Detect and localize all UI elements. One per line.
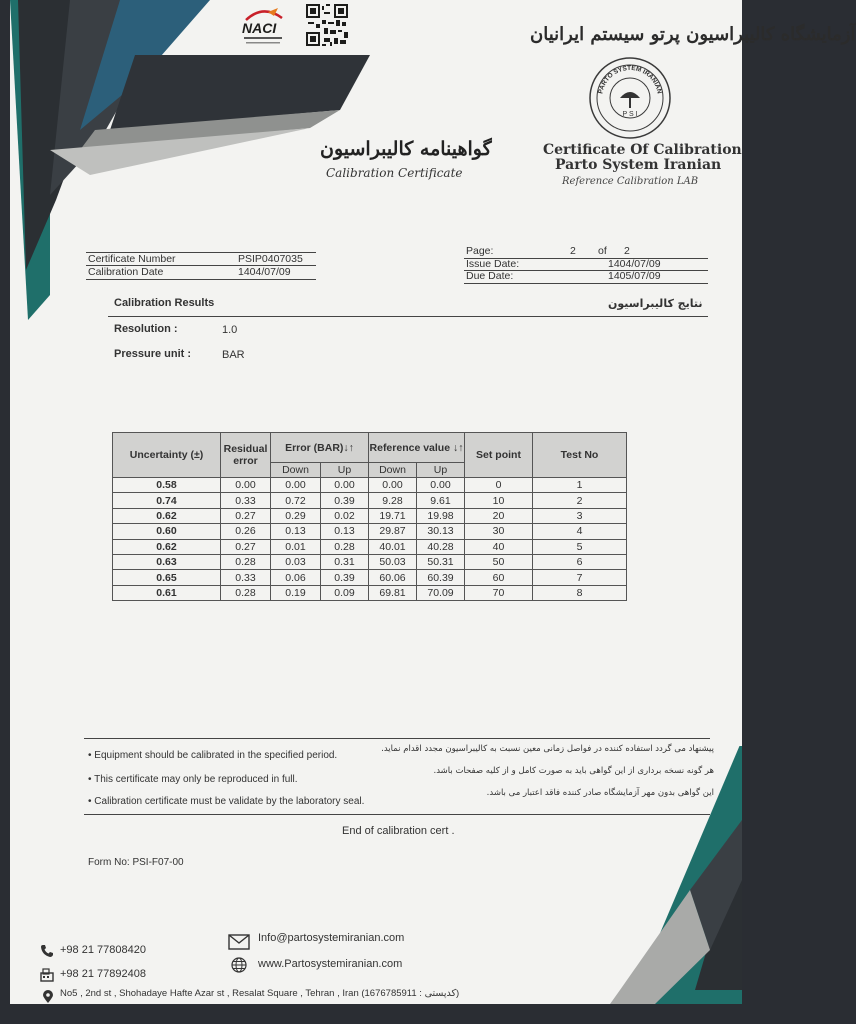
table-cell: 30.13 bbox=[417, 524, 465, 539]
results-title-persian: نتایج کالیبراسیون bbox=[608, 297, 703, 310]
note-en-2: • This certificate may only be reproduced in full. bbox=[88, 774, 298, 785]
certificate-of-calibration-label: Certificate Of Calibration bbox=[543, 142, 742, 158]
table-cell: 0.26 bbox=[221, 524, 271, 539]
results-divider bbox=[108, 316, 708, 317]
note-fa-1: پیشنهاد می گردد استفاده کننده در فواصل زمانی معین نسبت به کالیبراسیون مجدد اقدام نماید. bbox=[381, 744, 714, 754]
table-cell: 70.09 bbox=[417, 585, 465, 600]
phone-number-2: +98 21 77892408 bbox=[60, 968, 146, 980]
header-residual-error: Residual error bbox=[221, 433, 271, 478]
table-cell: 0.65 bbox=[113, 570, 221, 585]
certificate-page bbox=[10, 0, 856, 1004]
resolution-value: 1.0 bbox=[222, 324, 238, 336]
cert-number-label: Certificate Number bbox=[88, 253, 176, 265]
header-set-point: Set point bbox=[465, 433, 533, 478]
header-error-up: Up bbox=[321, 463, 369, 478]
table-cell: 0.00 bbox=[221, 478, 271, 493]
table-cell: 0.74 bbox=[113, 493, 221, 508]
table-cell: 50 bbox=[465, 554, 533, 569]
certificate-title: Calibration Certificate bbox=[326, 166, 463, 180]
table-cell: 0.39 bbox=[321, 493, 369, 508]
table-cell: 9.61 bbox=[417, 493, 465, 508]
page-of: of bbox=[598, 245, 607, 257]
table-cell: 50.03 bbox=[369, 554, 417, 569]
table-cell: 50.31 bbox=[417, 554, 465, 569]
page-current: 2 bbox=[570, 245, 576, 257]
table-cell: 5 bbox=[533, 539, 627, 554]
cert-number-value: PSIP0407035 bbox=[238, 253, 303, 265]
table-cell: 0.00 bbox=[271, 478, 321, 493]
note-en-3: • Calibration certificate must be validate by the laboratory seal. bbox=[88, 796, 365, 807]
divider bbox=[86, 252, 316, 253]
note-en-1: • Equipment should be calibrated in the specified period. bbox=[88, 750, 338, 761]
table-cell: 10 bbox=[465, 493, 533, 508]
table-cell: 8 bbox=[533, 585, 627, 600]
table-cell: 0.33 bbox=[221, 493, 271, 508]
table-cell: 0.29 bbox=[271, 508, 321, 523]
table-row bbox=[113, 554, 627, 569]
table-cell: 0.28 bbox=[321, 539, 369, 554]
seal-initials: P S I bbox=[622, 111, 638, 118]
address: No5 , 2nd st , Shohadaye Hafte Azar st , Resalat Square , Tehran , Iran (1676785911 : کدپستی) bbox=[60, 988, 460, 999]
laboratory-seal bbox=[588, 56, 672, 140]
email-icon bbox=[228, 934, 250, 950]
table-cell: 0.63 bbox=[113, 554, 221, 569]
table-row bbox=[113, 585, 627, 600]
table-cell: 29.87 bbox=[369, 524, 417, 539]
table-cell: 4 bbox=[533, 524, 627, 539]
header-error: Error (BAR)↓↑ bbox=[271, 433, 369, 463]
divider bbox=[464, 283, 708, 284]
table-cell: 0.00 bbox=[417, 478, 465, 493]
table-cell: 0.31 bbox=[321, 554, 369, 569]
table-cell: 0.58 bbox=[113, 478, 221, 493]
decorative-stripes-bottom bbox=[570, 740, 742, 1004]
header-test-no: Test No bbox=[533, 433, 627, 478]
globe-icon bbox=[231, 957, 247, 973]
table-row bbox=[113, 508, 627, 523]
table-cell: 40.01 bbox=[369, 539, 417, 554]
due-date-label: Due Date: bbox=[466, 270, 514, 282]
table-cell: 60 bbox=[465, 570, 533, 585]
pressure-unit-label: Pressure unit : bbox=[114, 348, 192, 360]
table-cell: 0.03 bbox=[271, 554, 321, 569]
header-uncertainty: Uncertainty (±) bbox=[113, 433, 221, 478]
table-row bbox=[113, 478, 627, 493]
company-name: Parto System Iranian bbox=[555, 157, 722, 173]
cal-date-value: 1404/07/09 bbox=[238, 266, 291, 278]
resolution-label: Resolution : bbox=[114, 323, 178, 335]
table-cell: 0.39 bbox=[321, 570, 369, 585]
reference-lab-label: Reference Calibration LAB bbox=[562, 176, 699, 187]
cal-date-label: Calibration Date bbox=[88, 266, 164, 278]
location-pin-icon bbox=[42, 990, 54, 1004]
table-cell: 0.19 bbox=[271, 585, 321, 600]
table-cell: 0.09 bbox=[321, 585, 369, 600]
page-total: 2 bbox=[624, 245, 630, 257]
table-cell: 7 bbox=[533, 570, 627, 585]
issue-date-label: Issue Date: bbox=[466, 258, 520, 270]
header-error-down: Down bbox=[271, 463, 321, 478]
table-cell: 0.61 bbox=[113, 585, 221, 600]
table-cell: 0.06 bbox=[271, 570, 321, 585]
end-of-cert-label: End of calibration cert . bbox=[342, 825, 455, 837]
table-cell: 1 bbox=[533, 478, 627, 493]
table-cell: 0.27 bbox=[221, 508, 271, 523]
table-cell: 0.02 bbox=[321, 508, 369, 523]
due-date-value: 1405/07/09 bbox=[608, 270, 661, 282]
header-reference-value: Reference value ↓↑ bbox=[369, 433, 465, 463]
table-cell: 40 bbox=[465, 539, 533, 554]
seal-text: PARTO SYSTEM IRANIAN bbox=[597, 64, 663, 95]
phone-icon bbox=[40, 944, 54, 958]
table-cell: 9.28 bbox=[369, 493, 417, 508]
issue-date-value: 1404/07/09 bbox=[608, 258, 661, 270]
divider bbox=[86, 279, 316, 280]
table-row bbox=[113, 524, 627, 539]
table-cell: 0.72 bbox=[271, 493, 321, 508]
table-cell: 0.62 bbox=[113, 508, 221, 523]
notes-divider-bottom bbox=[84, 814, 710, 815]
table-cell: 0.27 bbox=[221, 539, 271, 554]
table-cell: 6 bbox=[533, 554, 627, 569]
table-row bbox=[113, 493, 627, 508]
form-number: Form No: PSI-F07-00 bbox=[88, 857, 184, 868]
table-cell: 20 bbox=[465, 508, 533, 523]
table-cell: 0.28 bbox=[221, 554, 271, 569]
table-row bbox=[113, 539, 627, 554]
table-cell: 3 bbox=[533, 508, 627, 523]
page-label: Page: bbox=[466, 245, 494, 257]
table-cell: 2 bbox=[533, 493, 627, 508]
certificate-title-persian: گواهینامه کالیبراسیون bbox=[320, 138, 492, 160]
table-cell: 19.98 bbox=[417, 508, 465, 523]
table-cell: 0.01 bbox=[271, 539, 321, 554]
table-cell: 0.60 bbox=[113, 524, 221, 539]
naci-logo-text: NACI bbox=[242, 20, 277, 36]
table-cell: 30 bbox=[465, 524, 533, 539]
table-cell: 69.81 bbox=[369, 585, 417, 600]
table-cell: 0.13 bbox=[271, 524, 321, 539]
phone-number-1: +98 21 77808420 bbox=[60, 944, 146, 956]
table-cell: 0.00 bbox=[369, 478, 417, 493]
note-fa-2: هر گونه نسخه برداری از این گواهی باید به صورت کامل و از کلیه صفحات باشد. bbox=[433, 766, 714, 776]
table-cell: 0.62 bbox=[113, 539, 221, 554]
table-cell: 0.00 bbox=[321, 478, 369, 493]
email-link[interactable]: Info@partosystemiranian.com bbox=[258, 932, 405, 944]
results-title: Calibration Results bbox=[114, 297, 215, 309]
table-cell: 40.28 bbox=[417, 539, 465, 554]
table-cell: 0.28 bbox=[221, 585, 271, 600]
decorative-stripes-top bbox=[10, 0, 370, 330]
table-row bbox=[113, 570, 627, 585]
pressure-unit-value: BAR bbox=[222, 349, 245, 361]
table-cell: 0.33 bbox=[221, 570, 271, 585]
naci-logo bbox=[238, 6, 288, 48]
table-cell: 60.39 bbox=[417, 570, 465, 585]
qr-code bbox=[306, 4, 348, 46]
website-link[interactable]: www.Partosystemiranian.com bbox=[258, 958, 403, 970]
svg-text:PARTO SYSTEM IRANIAN bbox=[597, 65, 662, 95]
note-fa-3: این گواهی بدون مهر آزمایشگاه صادر کننده فاقد اعتبار می باشد. bbox=[486, 788, 714, 798]
table-cell: 0.13 bbox=[321, 524, 369, 539]
table-cell: 0 bbox=[465, 478, 533, 493]
table-cell: 60.06 bbox=[369, 570, 417, 585]
calibration-results-table bbox=[112, 432, 627, 601]
fax-icon bbox=[40, 968, 54, 982]
table-cell: 19.71 bbox=[369, 508, 417, 523]
lab-name-persian: آزمایشگاه کالیبراسیون پرتو سیستم ایرانیان bbox=[530, 24, 856, 45]
header-ref-up: Up bbox=[417, 463, 465, 478]
table-cell: 70 bbox=[465, 585, 533, 600]
header-ref-down: Down bbox=[369, 463, 417, 478]
notes-divider-top bbox=[84, 738, 710, 739]
